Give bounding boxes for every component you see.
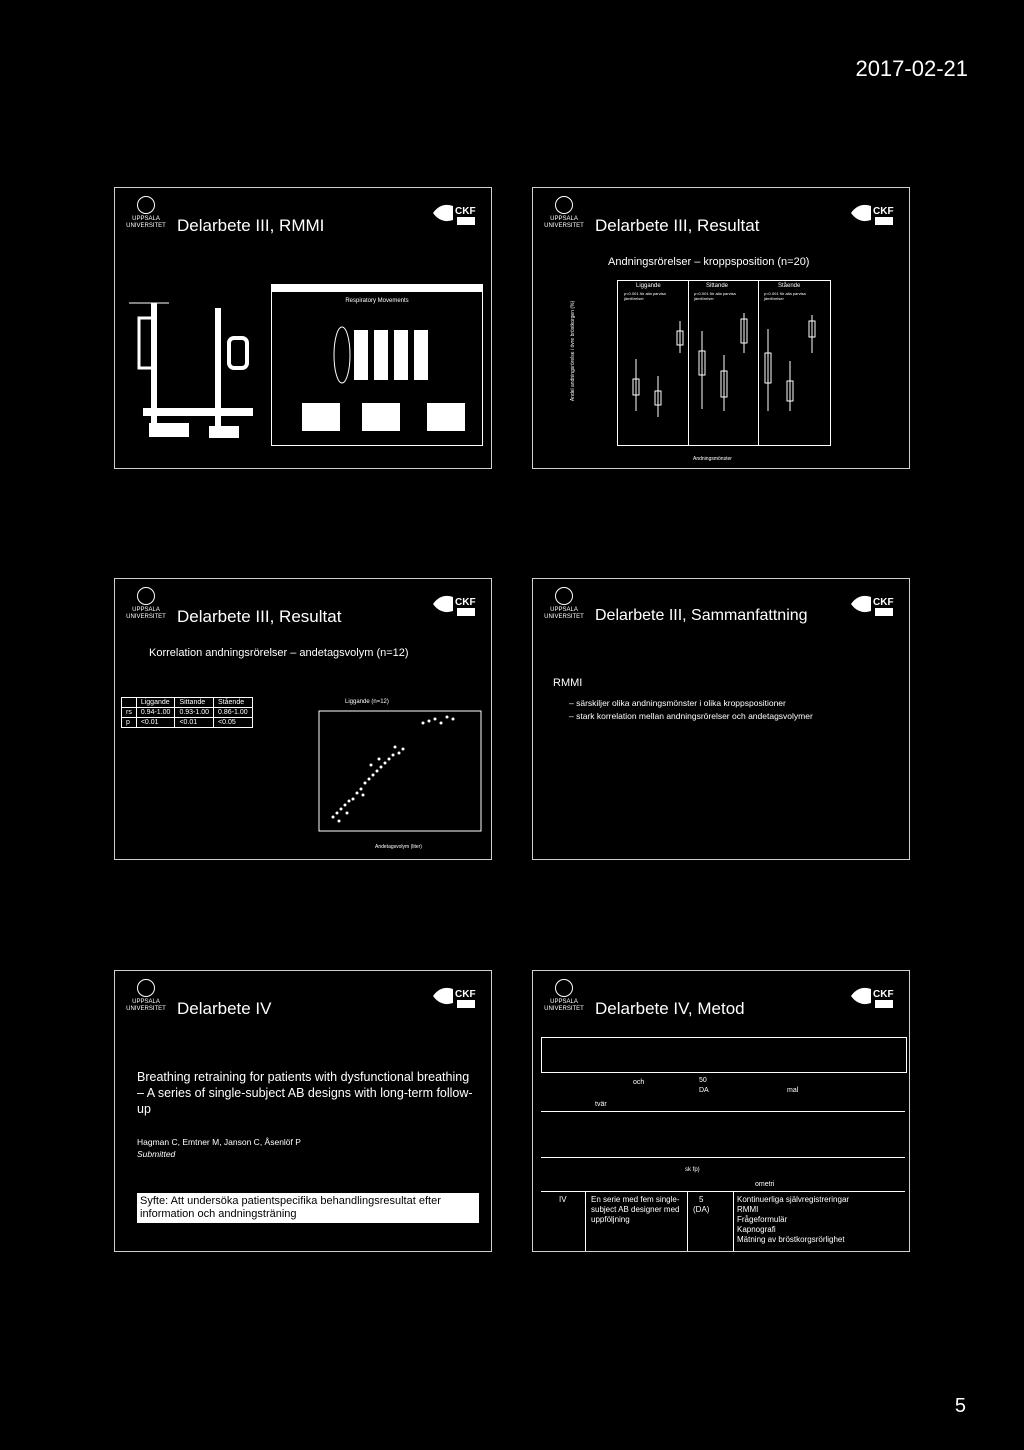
table-header-cell — [122, 698, 137, 708]
table-row — [122, 718, 253, 728]
rmmi-software-window — [271, 284, 483, 446]
slide-title: Delarbete IV — [177, 999, 272, 1018]
uppsala-seal-icon — [137, 587, 155, 605]
faded-cell-text: ometri — [755, 1181, 775, 1188]
bullet-item: – särskiljer olika andningsmönster i olika kroppspositioner — [569, 698, 786, 708]
scatter-plot — [311, 709, 487, 839]
svg-text:CKF: CKF — [455, 989, 476, 1000]
method-item: Kontinuerliga självregistreringar — [737, 1195, 850, 1204]
aim-box: Syfte: Att undersöka patientspecifika behandlingsresultat efter information och andningsträning — [137, 1193, 479, 1223]
boxplots — [618, 281, 830, 445]
slide-metod — [532, 970, 910, 1252]
correlation-table — [121, 697, 253, 728]
panel-note: p<0.001 för alla parvisa jämförelser — [624, 291, 666, 301]
method-item: Frågeformulär — [737, 1215, 788, 1224]
uppsala-logo: UPPSALA UNIVERSITET — [123, 196, 169, 230]
method-item: Kapnografi — [737, 1225, 776, 1234]
ckf-logo-icon — [849, 981, 899, 1011]
table-cell: 0.93-1.00 — [175, 708, 214, 718]
uppsala-logo: UPPSALA UNIVERSITET — [541, 979, 587, 1013]
box-staende-3 — [809, 315, 815, 353]
svg-text:CKF: CKF — [455, 206, 476, 217]
ckf-logo-icon — [849, 198, 899, 228]
n-cell: 5 — [699, 1195, 704, 1204]
box-liggande-3 — [677, 321, 683, 353]
chart-title: Andningsrörelser – kroppsposition (n=20) — [608, 256, 810, 268]
table-cell: rs — [122, 708, 137, 718]
table-cell: 0.86-1.00 — [214, 708, 253, 718]
table-cell: <0.01 — [136, 718, 175, 728]
uppsala-seal-icon — [555, 196, 573, 214]
box-sittande-2 — [721, 355, 727, 411]
method-row — [541, 1191, 905, 1252]
rmmi-device-image — [129, 298, 269, 448]
window-title: Respiratory Movements — [345, 298, 409, 304]
slide-sammanfattning — [532, 578, 910, 860]
box-staende-1 — [765, 329, 771, 411]
table-header-cell: Sittande — [175, 698, 214, 708]
slide-subtitle: Korrelation andningsrörelser – andetagsvolym (n=12) — [149, 647, 409, 659]
slide-title: Delarbete III, Sammanfattning — [595, 607, 808, 624]
scatter-title: Liggande (n=12) — [345, 699, 389, 705]
boxplot-y-label: Andel andningsrörelse i övre bröstkorgen (%) — [570, 300, 576, 402]
box-liggande-1 — [633, 359, 639, 411]
boxplot-x-label: Andningsmönster — [693, 456, 732, 462]
slide-title: Delarbete III, RMMI — [177, 216, 325, 235]
col-divider — [687, 1192, 688, 1252]
scatter-points — [332, 716, 455, 823]
design-cell: En serie med fem single-subject AB designer med uppföljning — [591, 1195, 680, 1224]
slide-title: Delarbete III, Resultat — [595, 216, 760, 235]
ckf-logo-icon — [431, 981, 481, 1011]
faded-cell-text: DA — [699, 1087, 709, 1094]
uppsala-seal-icon — [137, 979, 155, 997]
uppsala-logo: UPPSALA UNIVERSITET — [123, 587, 169, 621]
method-table-header — [541, 1037, 907, 1073]
method-item: RMMI — [737, 1205, 759, 1214]
uppsala-logo: UPPSALA UNIVERSITET — [541, 196, 587, 230]
method-item: Mätning av bröstkorgsrörlighet — [737, 1235, 845, 1244]
study-cell: IV — [559, 1195, 567, 1204]
box-liggande-2 — [655, 376, 661, 417]
col-divider — [733, 1192, 734, 1252]
faded-cell-text: 50 — [699, 1077, 707, 1084]
table-header-cell: Stående — [214, 698, 253, 708]
ckf-logo-icon — [431, 589, 481, 619]
panel-label-staende: Stående — [778, 283, 801, 289]
table-cell: p — [122, 718, 137, 728]
page-number: 5 — [954, 1395, 966, 1417]
paper-status: Submitted — [137, 1149, 176, 1159]
faded-cell-text: mal — [787, 1087, 799, 1094]
box-sittande-3 — [741, 313, 747, 353]
svg-text:CKF: CKF — [455, 597, 476, 608]
n-note: (DA) — [693, 1205, 710, 1214]
window-titlebar — [272, 285, 482, 292]
page-date: 2017-02-21 — [855, 56, 968, 81]
svg-text:CKF: CKF — [873, 989, 894, 1000]
slide-title: Delarbete IV, Metod — [595, 999, 745, 1018]
software-graph-3 — [427, 403, 465, 431]
software-graph-2 — [362, 403, 400, 431]
box-staende-2 — [787, 361, 793, 411]
slide-title: Delarbete III, Resultat — [177, 607, 342, 626]
panel-note: p<0.001 för alla parvisa jämförelser — [694, 291, 736, 301]
col-divider — [585, 1192, 586, 1252]
uppsala-seal-icon — [555, 587, 573, 605]
paper-title: Breathing retraining for patients with dysfunctional breathing – A series of single-subject AB designs with long-term follow-up — [137, 1070, 473, 1116]
panel-label-sittande: Sittande — [706, 283, 729, 289]
slide-resultat-boxplot — [532, 187, 910, 469]
software-graph-1 — [302, 403, 340, 431]
table-header-cell: Liggande — [136, 698, 175, 708]
svg-text:CKF: CKF — [873, 206, 894, 217]
uppsala-logo: UPPSALA UNIVERSITET — [123, 979, 169, 1013]
summary-bullets — [569, 695, 813, 724]
uppsala-seal-icon — [137, 196, 155, 214]
svg-text:CKF: CKF — [873, 597, 894, 608]
boxplot-area — [617, 280, 831, 446]
scatter-x-label: Andetagsvolym (liter) — [375, 844, 422, 850]
table-header-row — [122, 698, 253, 708]
software-table-graphic — [332, 325, 432, 385]
faded-cell-text: och — [633, 1079, 645, 1086]
panel-label-liggande: Liggande — [636, 283, 661, 289]
ckf-logo-icon — [849, 589, 899, 619]
uppsala-logo: UPPSALA UNIVERSITET — [541, 587, 587, 621]
table-row — [122, 708, 253, 718]
summary-heading: RMMI — [553, 677, 583, 689]
slide-resultat-korrelation — [114, 578, 492, 860]
faded-cell-text: sk fp) — [685, 1167, 700, 1173]
slide-rmmi — [114, 187, 492, 469]
table-cell: 0.94-1.00 — [136, 708, 175, 718]
panel-note: p<0.001 för alla parvisa jämförelser — [764, 291, 806, 301]
faded-row-line — [541, 1157, 905, 1158]
uppsala-seal-icon — [555, 979, 573, 997]
slide-delarbete-iv — [114, 970, 492, 1252]
paper-authors: Hagman C, Emtner M, Janson C, Åsenlöf P — [137, 1137, 301, 1147]
faded-row-line — [541, 1111, 905, 1112]
table-cell: <0.01 — [175, 718, 214, 728]
box-sittande-1 — [699, 331, 705, 409]
ckf-logo-icon — [431, 198, 481, 228]
bullet-item: – stark korrelation mellan andningsrörelser och andetagsvolymer — [569, 711, 813, 721]
table-cell: <0.05 — [214, 718, 253, 728]
faded-cell-text: tvär — [595, 1101, 607, 1108]
methods-cell — [737, 1195, 849, 1245]
